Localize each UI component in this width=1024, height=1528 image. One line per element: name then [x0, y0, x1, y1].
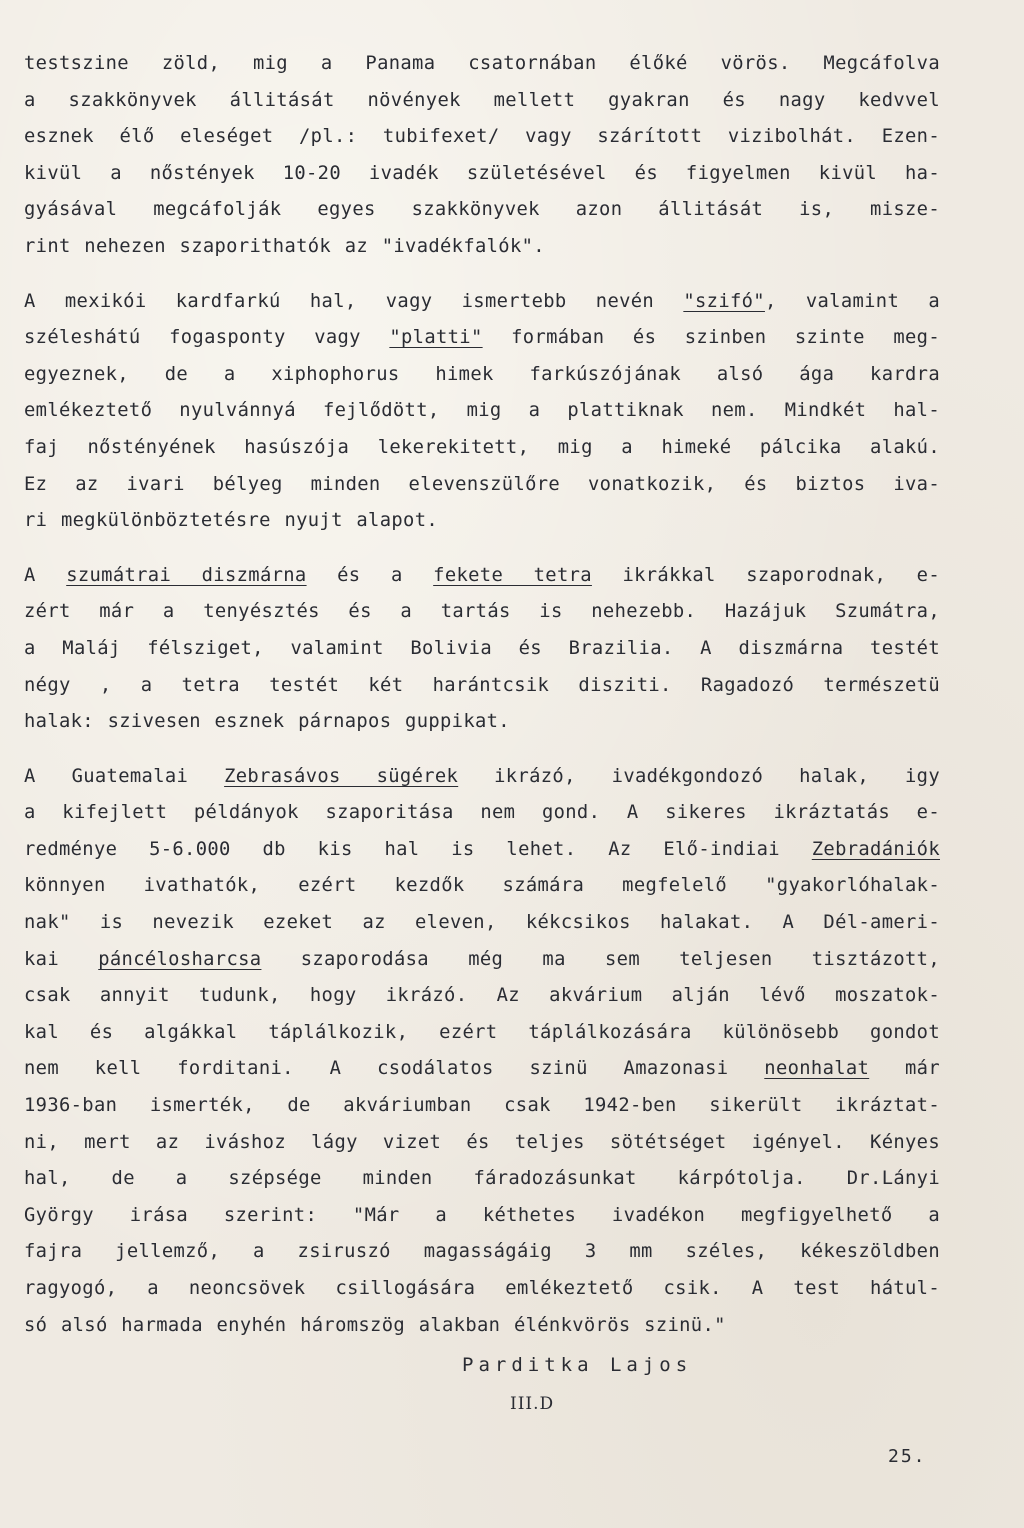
text-line: testszine zöld, mig a Panama csatornában élőké vörös. Megcáfolva — [24, 53, 940, 74]
text-line — [24, 284, 940, 321]
underlined-term: páncélosharcsa — [98, 948, 262, 970]
text-line: a kifejlett példányok szaporitása nem gond. A sikeres ikráztatás e- — [24, 802, 940, 824]
text-line: könnyen ivathatók, ezért kezdők számára megfelelő "gyakorlóhalak- — [24, 875, 940, 897]
text-line: ri megkülönböztetésre nyujt alapot. — [24, 510, 439, 532]
text-segment: redménye 5-6.000 db kis hal is lehet. Az Elő-indiai — [24, 838, 812, 860]
text-line — [24, 320, 940, 357]
text-line — [24, 558, 940, 595]
text-line: hal, de a szépsége minden fáradozásunkat kárpótolja. Dr.Lányi — [24, 1168, 940, 1190]
paragraph — [24, 284, 940, 540]
text-line — [24, 759, 940, 796]
text-segment: nem kell forditani. A csodálatos szinü Amazonasi — [24, 1058, 765, 1080]
underlined-term: "szifó" — [683, 290, 765, 312]
text-segment: és a — [306, 564, 434, 586]
text-line — [24, 1051, 940, 1088]
text-segment: , valamint a — [764, 290, 941, 312]
text-segment: ikrákkal szaporodnak, e- — [591, 564, 940, 586]
author-signature: Parditka Lajos — [462, 1354, 693, 1376]
underlined-term: fekete tetra — [433, 564, 592, 586]
paragraph — [24, 46, 940, 266]
underlined-term: "platti" — [389, 327, 483, 349]
text-line: só alsó harmada enyhén háromszög alakban élénkvörös szinü." — [24, 1314, 726, 1336]
text-line: faj nőstényének hasúszója lekerekitett, mig a himeké pálcika alakú. — [24, 436, 940, 458]
page-number: 25. — [888, 1446, 927, 1467]
text-line: kal és algákkal táplálkozik, ezért táplálkozására különösebb gondot — [24, 1021, 940, 1043]
text-segment: formában és szinben szinte meg- — [482, 327, 940, 349]
text-line: a szakkönyvek állitását növények mellett gyakran és nagy kedvvel — [24, 89, 940, 111]
text-segment: A mexikói kardfarkú hal, vagy ismertebb nevén — [24, 290, 684, 312]
underlined-term: szumátrai diszmárna — [66, 564, 307, 586]
text-line: egyeznek, de a xiphophorus himek farkúszójának alsó ága kardra — [24, 363, 940, 385]
text-line: kivül a nőstények 10-20 ivadék születésével és figyelmen kivül ha- — [24, 162, 940, 184]
text-line: halak: szivesen esznek párnapos guppikat. — [24, 711, 510, 733]
text-line — [24, 942, 940, 979]
underlined-term: Zebrasávos sügérek — [224, 765, 459, 787]
text-line: a Maláj félsziget, valamint Bolivia és Brazilia. A diszmárna testét — [24, 637, 940, 659]
text-line: esznek élő eleséget /pl.: tubifexet/ vagy szárított vizibolhát. Ezen- — [24, 126, 940, 148]
text-line: zért már a tenyésztés és a tartás is nehezebb. Hazájuk Szumátra, — [24, 601, 940, 623]
text-line: 1936-ban ismerték, de akváriumban csak 1942-ben sikerült ikráztat- — [24, 1095, 940, 1117]
text-line: fajra jellemző, a zsiruszó magasságáig 3 mm széles, kékeszöldben — [24, 1241, 940, 1263]
text-line: nak" is nevezik ezeket az eleven, kékcsikos halakat. A Dél-ameri- — [24, 912, 940, 934]
underlined-term: neonhalat — [764, 1058, 870, 1080]
text-segment: széleshátú fogasponty vagy — [24, 327, 390, 349]
text-line: emlékeztető nyulvánnyá fejlődött, mig a plattiknak nem. Mindkét hal- — [24, 400, 940, 422]
text-line: négy , a tetra testét két harántcsik disziti. Ragadozó természetü — [24, 674, 940, 696]
text-segment: szaporodása még ma sem teljesen tisztázott, — [261, 948, 940, 970]
text-line: ni, mert az iváshoz lágy vizet és teljes sötétséget igényel. Kényes — [24, 1131, 940, 1153]
text-line: rint nehezen szaporithatók az "ivadékfalók". — [24, 235, 545, 257]
text-line — [24, 832, 940, 869]
underlined-term: Zebradániók — [811, 838, 940, 860]
text-line: Ez az ivari bélyeg minden elevenszülőre vonatkozik, és biztos iva- — [24, 473, 940, 495]
paragraph — [24, 558, 940, 741]
class-label: III.D — [510, 1394, 555, 1414]
paragraph — [24, 759, 940, 1345]
text-segment: ikrázó, ivadékgondozó halak, igy — [458, 765, 940, 787]
text-line: ragyogó, a neoncsövek csillogására emlékeztető csik. A test hátul- — [24, 1278, 940, 1299]
text-segment: kai — [24, 948, 99, 970]
text-line: csak annyit tudunk, hogy ikrázó. Az akvárium alján lévő moszatok- — [24, 985, 940, 1007]
text-segment: A Guatemalai — [24, 765, 225, 787]
text-line: György irása szerint: "Már a kéthetes ivadékon megfigyelhető a — [24, 1204, 940, 1226]
text-segment: A — [24, 564, 67, 586]
text-segment: már — [869, 1058, 940, 1080]
article-body — [24, 46, 940, 1362]
text-line: gyásával megcáfolják egyes szakkönyvek azon állitását is, misze- — [24, 199, 940, 221]
